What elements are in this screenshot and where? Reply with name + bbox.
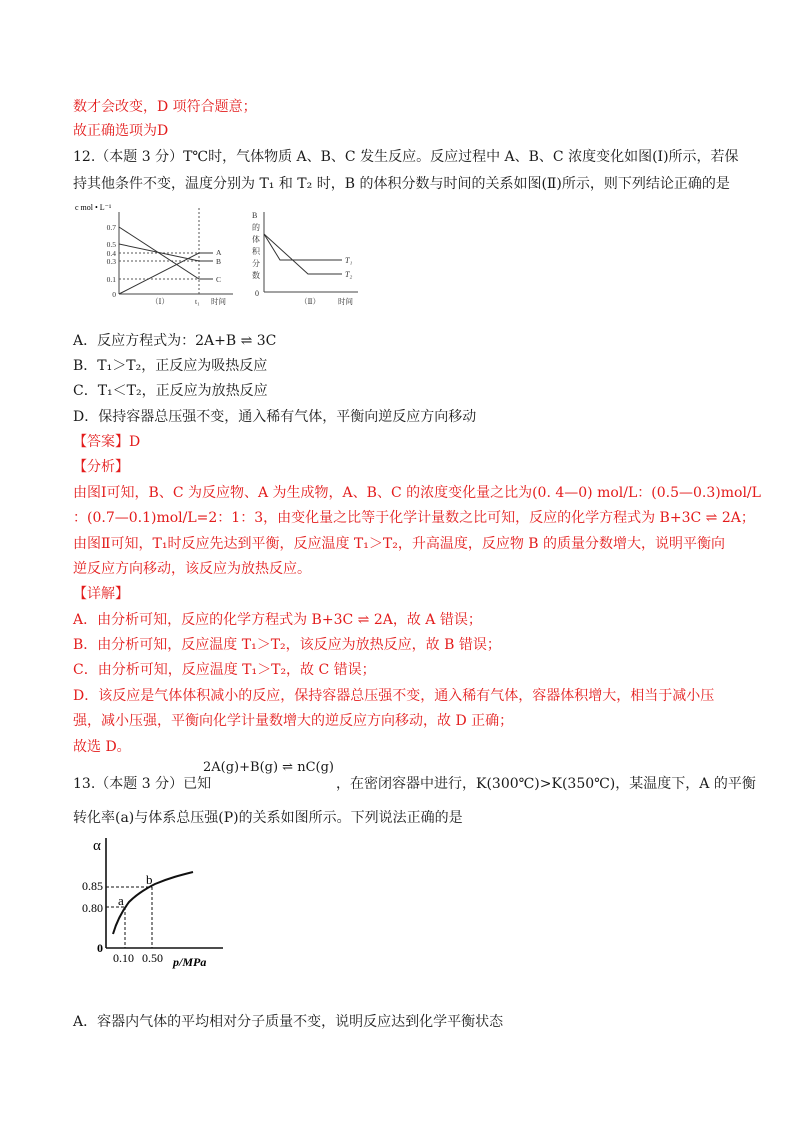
q12-detail-conclusion: 故选 D。 — [73, 739, 131, 755]
q12-detail-line: D．该反应是气体体积减小的反应，保持容器总压强不变，通入稀有气体，容器体积增大，相当于减小压 — [73, 688, 715, 704]
q12-analysis-line: 逆反应方向移动，该反应为放热反应。 — [73, 561, 311, 577]
q12-analysis-heading: 【分析】 — [73, 459, 129, 475]
fig2-ylabel-char: 数 — [252, 271, 260, 280]
fig2-ylabel-char: 体 — [252, 235, 260, 244]
q12-option-a: A．反应方程式为：2A+B ⇌ 3C — [73, 333, 277, 349]
q12-analysis-line: ：(0.7—0.1)mol/L=2：1：3，由变化量之比等于化学计量数之比可知，反应的化学方程式为 B+3C ⇌ 2A； — [73, 510, 755, 526]
q12-option-c: C．T₁＜T₂，正反应为放热反应 — [73, 383, 268, 399]
q12-figure-2 — [250, 208, 370, 308]
q12-detail-line: A．由分析可知，反应的化学方程式为 B+3C ⇌ 2A，故 A 错误； — [73, 612, 482, 628]
q12-detail-line: 强，减小压强，平衡向化学计量数增大的逆反应方向移动，故 D 正确； — [73, 713, 514, 729]
q13-ylabel: α — [93, 838, 101, 854]
q13-point-a: a — [118, 893, 124, 908]
q12-figure-1 — [73, 198, 243, 308]
prev-conclusion-line: 故正确选项为D — [73, 123, 169, 139]
fig2-origin: 0 — [255, 289, 259, 298]
fig2-ylabel-char: 的 — [252, 223, 260, 232]
fig1-label-a: A — [216, 248, 222, 257]
fig2-xlabel: 时间 — [338, 297, 353, 306]
q13-ytick: 0 — [97, 941, 103, 955]
fig2-curve-t2 — [264, 234, 342, 274]
q12-detail-heading: 【详解】 — [73, 586, 129, 602]
q13-stem-prefix: 13.（本题 3 分）已知 — [73, 776, 212, 792]
q12-answer: 【答案】D — [73, 434, 141, 450]
q13-ytick: 0.85 — [82, 879, 103, 893]
q12-analysis-line: 由图Ⅱ可知，T₁时反应先达到平衡，反应温度 T₁＞T₂，升高温度，反应物 B 的质量分数增大，说明平衡向 — [73, 536, 726, 552]
fig2-label-t1: T₁ — [345, 256, 353, 265]
fig2-ylabel-char: B — [252, 211, 258, 220]
q13-xtick: 0.10 — [113, 951, 134, 965]
fig2-label-t2: T₂ — [345, 270, 353, 279]
q12-option-d: D．保持容器总压强不变，通入稀有气体，平衡向逆反应方向移动 — [73, 409, 477, 425]
q13-xtick: 0.50 — [142, 951, 163, 965]
q13-ytick: 0.80 — [82, 901, 103, 915]
fig1-t1-label: t₁ — [195, 297, 200, 306]
q12-detail-line: C．由分析可知，反应温度 T₁＞T₂，故 C 错误； — [73, 662, 376, 678]
fig1-caption: （Ⅰ） — [151, 297, 169, 306]
q12-stem-line2: 持其他条件不变，温度分别为 T₁ 和 T₂ 时，B 的体积分数与时间的关系如图(Ⅱ)所示，则下列结论正确的是 — [73, 176, 730, 192]
q13-point-b: b — [146, 872, 153, 887]
fig2-ylabel-char: 分 — [252, 259, 260, 268]
fig1-label-c: C — [216, 275, 222, 284]
fig1-tick: 0.5 — [106, 240, 116, 249]
fig1-tick: 0.7 — [106, 223, 116, 232]
q12-option-b: B．T₁＞T₂，正反应为吸热反应 — [73, 358, 268, 374]
fig1-label-b: B — [216, 257, 222, 266]
q12-stem-line1: 12.（本题 3 分）T℃时，气体物质 A、B、C 发生反应。反应过程中 A、B、C 浓度变化如图(Ⅰ)所示，若保 — [73, 149, 739, 165]
q12-detail-line: B．由分析可知，反应温度 T₁＞T₂，该反应为放热反应，故 B 错误； — [73, 637, 501, 653]
q13-stem-suffix: ，在密闭容器中进行，K(300℃)>K(350℃)，某温度下，A 的平衡 — [336, 776, 756, 792]
q12-analysis-line: 由图Ⅰ可知，B、C 为反应物、A 为生成物，A、B、C 的浓度变化量之比为(0. 4—0) mol/L：(0.5—0.3)mol/L — [73, 485, 761, 501]
q13-xlabel: p/MPa — [173, 955, 207, 969]
fig2-curve-t1 — [264, 234, 342, 260]
fig1-tick: 0 — [112, 290, 116, 299]
fig1-xlabel: 时间 — [211, 297, 226, 306]
prev-analysis-line: 数才会改变，D 项符合题意； — [73, 99, 257, 115]
q13-stem-line2: 转化率(a)与体系总压强(P)的关系如图所示。下列说法正确的是 — [73, 810, 463, 826]
fig1-tick: 0.4 — [106, 249, 116, 258]
q13-figure — [73, 832, 233, 972]
fig1-tick: 0.3 — [106, 257, 116, 266]
q13-equation: 2A(g)+B(g) ⇌ nC(g) — [203, 760, 334, 775]
q13-option-a: A．容器内气体的平均相对分子质量不变，说明反应达到化学平衡状态 — [73, 1014, 504, 1030]
fig1-tick: 0.1 — [106, 275, 116, 284]
fig2-caption: （Ⅱ） — [300, 297, 321, 306]
fig1-ylabel: c mol • L⁻¹ — [75, 203, 112, 212]
fig2-ylabel-char: 积 — [252, 247, 260, 256]
